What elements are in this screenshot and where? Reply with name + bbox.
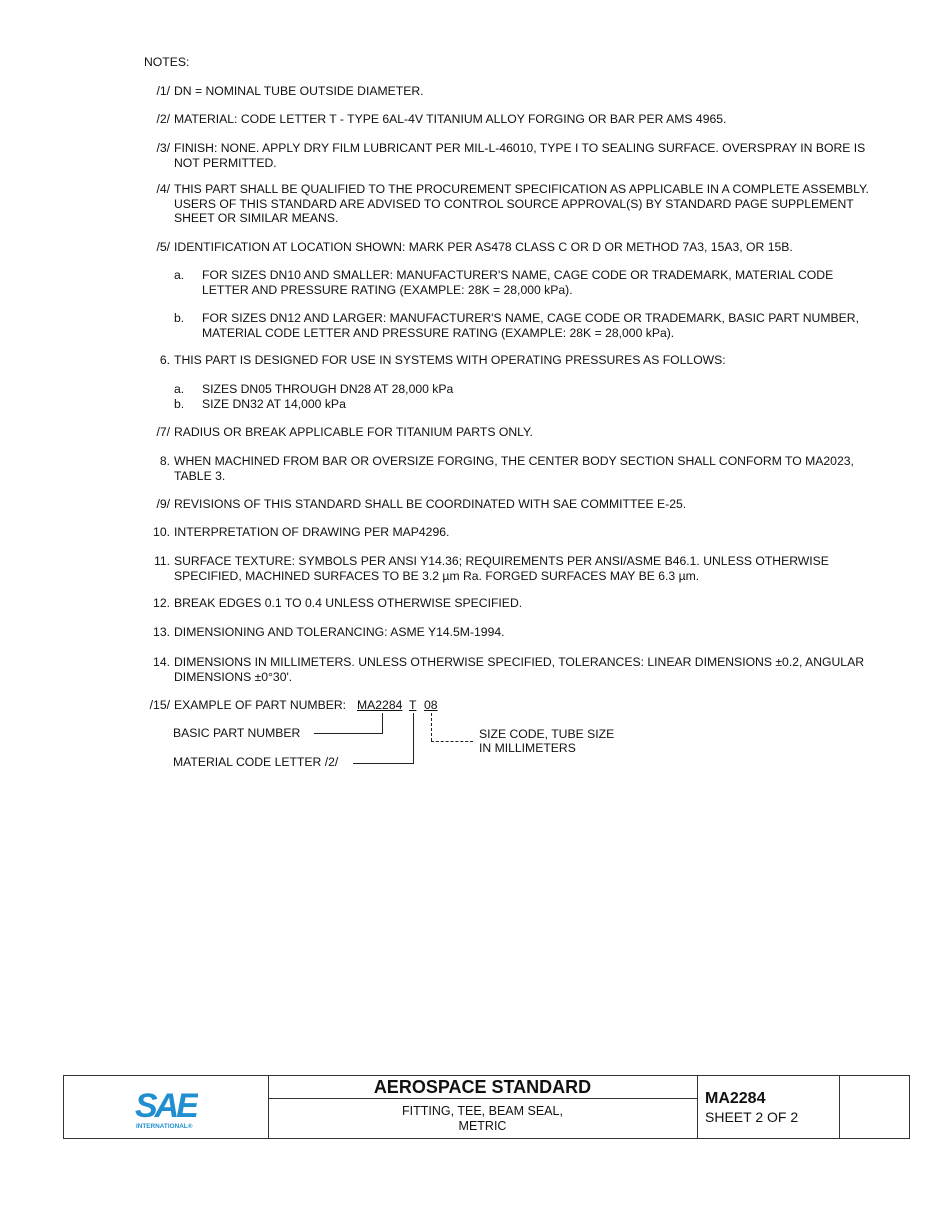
sub-letter: b.: [174, 397, 185, 411]
note-number: 14.: [153, 655, 170, 669]
note-6: [144, 353, 884, 368]
part-number-size: 08: [424, 698, 438, 712]
leader-size-vertical: [431, 713, 432, 741]
note-number: 13.: [153, 625, 170, 639]
note-9: [144, 497, 884, 512]
note-number: /5/: [156, 240, 170, 254]
doc-number-cell: [697, 1076, 840, 1138]
leader-base-vertical: [382, 713, 383, 734]
note-number: 11.: [153, 554, 170, 568]
note-text: BREAK EDGES 0.1 TO 0.4 UNLESS OTHERWISE SPECIFIED.: [174, 596, 523, 610]
title-cell: [268, 1076, 698, 1138]
note-text: EXAMPLE OF PART NUMBER:: [174, 698, 347, 712]
size-code-label-2: IN MILLIMETERS: [479, 741, 576, 755]
size-code-label-1: SIZE CODE, TUBE SIZE: [479, 727, 615, 741]
note-15: [144, 698, 364, 713]
document-title-line-1: FITTING, TEE, BEAM SEAL,: [402, 1104, 563, 1118]
note-5a: [174, 268, 874, 297]
note-6a: [174, 382, 874, 397]
note-text: THIS PART SHALL BE QUALIFIED TO THE PROCUREMENT SPECIFICATION AS APPLICABLE IN A COMPLETE ASSEMBLY. USERS OF THIS STANDARD ARE ADVISED TO CONTROL SOURCE APPROVAL(S) BY STANDARD PAGE SUPPLEMENT SHEET OR SIMILAR MEANS.: [174, 182, 869, 225]
note-number: /2/: [156, 112, 170, 126]
note-2: [144, 112, 884, 127]
notes-heading: NOTES:: [144, 55, 190, 69]
title-block: [63, 1075, 910, 1139]
note-8: [144, 454, 884, 483]
part-number-base: MA2284: [357, 698, 403, 712]
note-14: [144, 655, 884, 684]
sub-text: SIZE DN32 AT 14,000 kPa: [202, 397, 346, 411]
logo-subtext: INTERNATIONAL®: [136, 1123, 193, 1130]
note-text: IDENTIFICATION AT LOCATION SHOWN: MARK PER AS478 CLASS C OR D OR METHOD 7A3, 15A3, OR 15B.: [174, 240, 793, 254]
leader-material-horizontal: [353, 763, 414, 764]
note-text: WHEN MACHINED FROM BAR OR OVERSIZE FORGING, THE CENTER BODY SECTION SHALL CONFORM TO MA2023, TABLE 3.: [174, 454, 854, 483]
note-text: REVISIONS OF THIS STANDARD SHALL BE COORDINATED WITH SAE COMMITTEE E-25.: [174, 497, 687, 511]
note-12: [144, 596, 884, 611]
logo-letters: SAE: [135, 1087, 196, 1125]
leader-size-horizontal: [431, 741, 473, 742]
note-1: [144, 84, 884, 99]
note-3: [144, 141, 884, 170]
sae-logo-icon: [134, 1086, 198, 1130]
sub-letter: a.: [174, 382, 185, 396]
note-number: /4/: [156, 182, 170, 196]
part-number-material: T: [409, 698, 417, 712]
note-number: /9/: [156, 497, 170, 511]
note-text: DIMENSIONS IN MILLIMETERS. UNLESS OTHERWISE SPECIFIED, TOLERANCES: LINEAR DIMENSIONS ±0.2, ANGULAR DIMENSIONS ±0°30'.: [174, 655, 865, 684]
note-13: [144, 625, 884, 640]
note-5: [144, 240, 884, 255]
leader-material-vertical: [413, 713, 414, 764]
sheet-number: SHEET 2 OF 2: [705, 1109, 799, 1125]
standard-type: AEROSPACE STANDARD: [268, 1076, 697, 1099]
note-number: 8.: [159, 454, 170, 468]
material-code-label: MATERIAL CODE LETTER /2/: [173, 755, 339, 769]
sub-text: FOR SIZES DN10 AND SMALLER: MANUFACTURER'S NAME, CAGE CODE OR TRADEMARK, MATERIAL CODE LETTER AND PRESSURE RATING (EXAMPLE: 28K = 28,000 kPa).: [202, 268, 834, 297]
logo-cell: [64, 1076, 269, 1138]
note-5b: [174, 311, 874, 340]
leader-base-horizontal: [314, 733, 383, 734]
note-text: DIMENSIONING AND TOLERANCING: ASME Y14.5M-1994.: [174, 625, 505, 639]
sub-letter: b.: [174, 311, 185, 325]
note-text: MATERIAL: CODE LETTER T - TYPE 6AL-4V TITANIUM ALLOY FORGING OR BAR PER AMS 4965.: [174, 112, 727, 126]
note-text: FINISH: NONE. APPLY DRY FILM LUBRICANT PER MIL-L-46010, TYPE I TO SEALING SURFACE. OVERSPRAY IN BORE IS NOT PERMITTED.: [174, 141, 866, 170]
basic-part-number-label: BASIC PART NUMBER: [173, 726, 301, 740]
note-6b: [174, 397, 874, 412]
note-text: THIS PART IS DESIGNED FOR USE IN SYSTEMS WITH OPERATING PRESSURES AS FOLLOWS:: [174, 353, 726, 367]
note-number: /3/: [156, 141, 170, 155]
note-text: DN = NOMINAL TUBE OUTSIDE DIAMETER.: [174, 84, 424, 98]
document-number: MA2284: [705, 1090, 766, 1107]
note-text: RADIUS OR BREAK APPLICABLE FOR TITANIUM PARTS ONLY.: [174, 425, 533, 439]
note-number: /15/: [149, 698, 170, 712]
note-11: [144, 554, 884, 583]
note-number: /1/: [156, 84, 170, 98]
note-number: 6.: [159, 353, 170, 367]
note-text: INTERPRETATION OF DRAWING PER MAP4296.: [174, 525, 450, 539]
blank-cell: [839, 1076, 909, 1138]
sub-text: SIZES DN05 THROUGH DN28 AT 28,000 kPa: [202, 382, 454, 396]
note-text: SURFACE TEXTURE: SYMBOLS PER ANSI Y14.36; REQUIREMENTS PER ANSI/ASME B46.1. UNLESS OTHERWISE SPECIFIED, MACHINED SURFACES TO BE 3.2 µm Ra. FORGED SURFACES MAY BE 6.3 µm.: [174, 554, 829, 583]
note-7: [144, 425, 884, 440]
sub-text: FOR SIZES DN12 AND LARGER: MANUFACTURER'S NAME, CAGE CODE OR TRADEMARK, BASIC PART NUMBER, MATERIAL CODE LETTER AND PRESSURE RATING (EXAMPLE: 28K = 28,000 kPa).: [202, 311, 859, 340]
note-number: 10.: [153, 525, 170, 539]
note-10: [144, 525, 884, 540]
note-number: 12.: [153, 596, 170, 610]
document-title-line-2: METRIC: [458, 1119, 507, 1133]
sub-letter: a.: [174, 268, 185, 282]
note-4: [144, 182, 884, 226]
note-number: /7/: [156, 425, 170, 439]
